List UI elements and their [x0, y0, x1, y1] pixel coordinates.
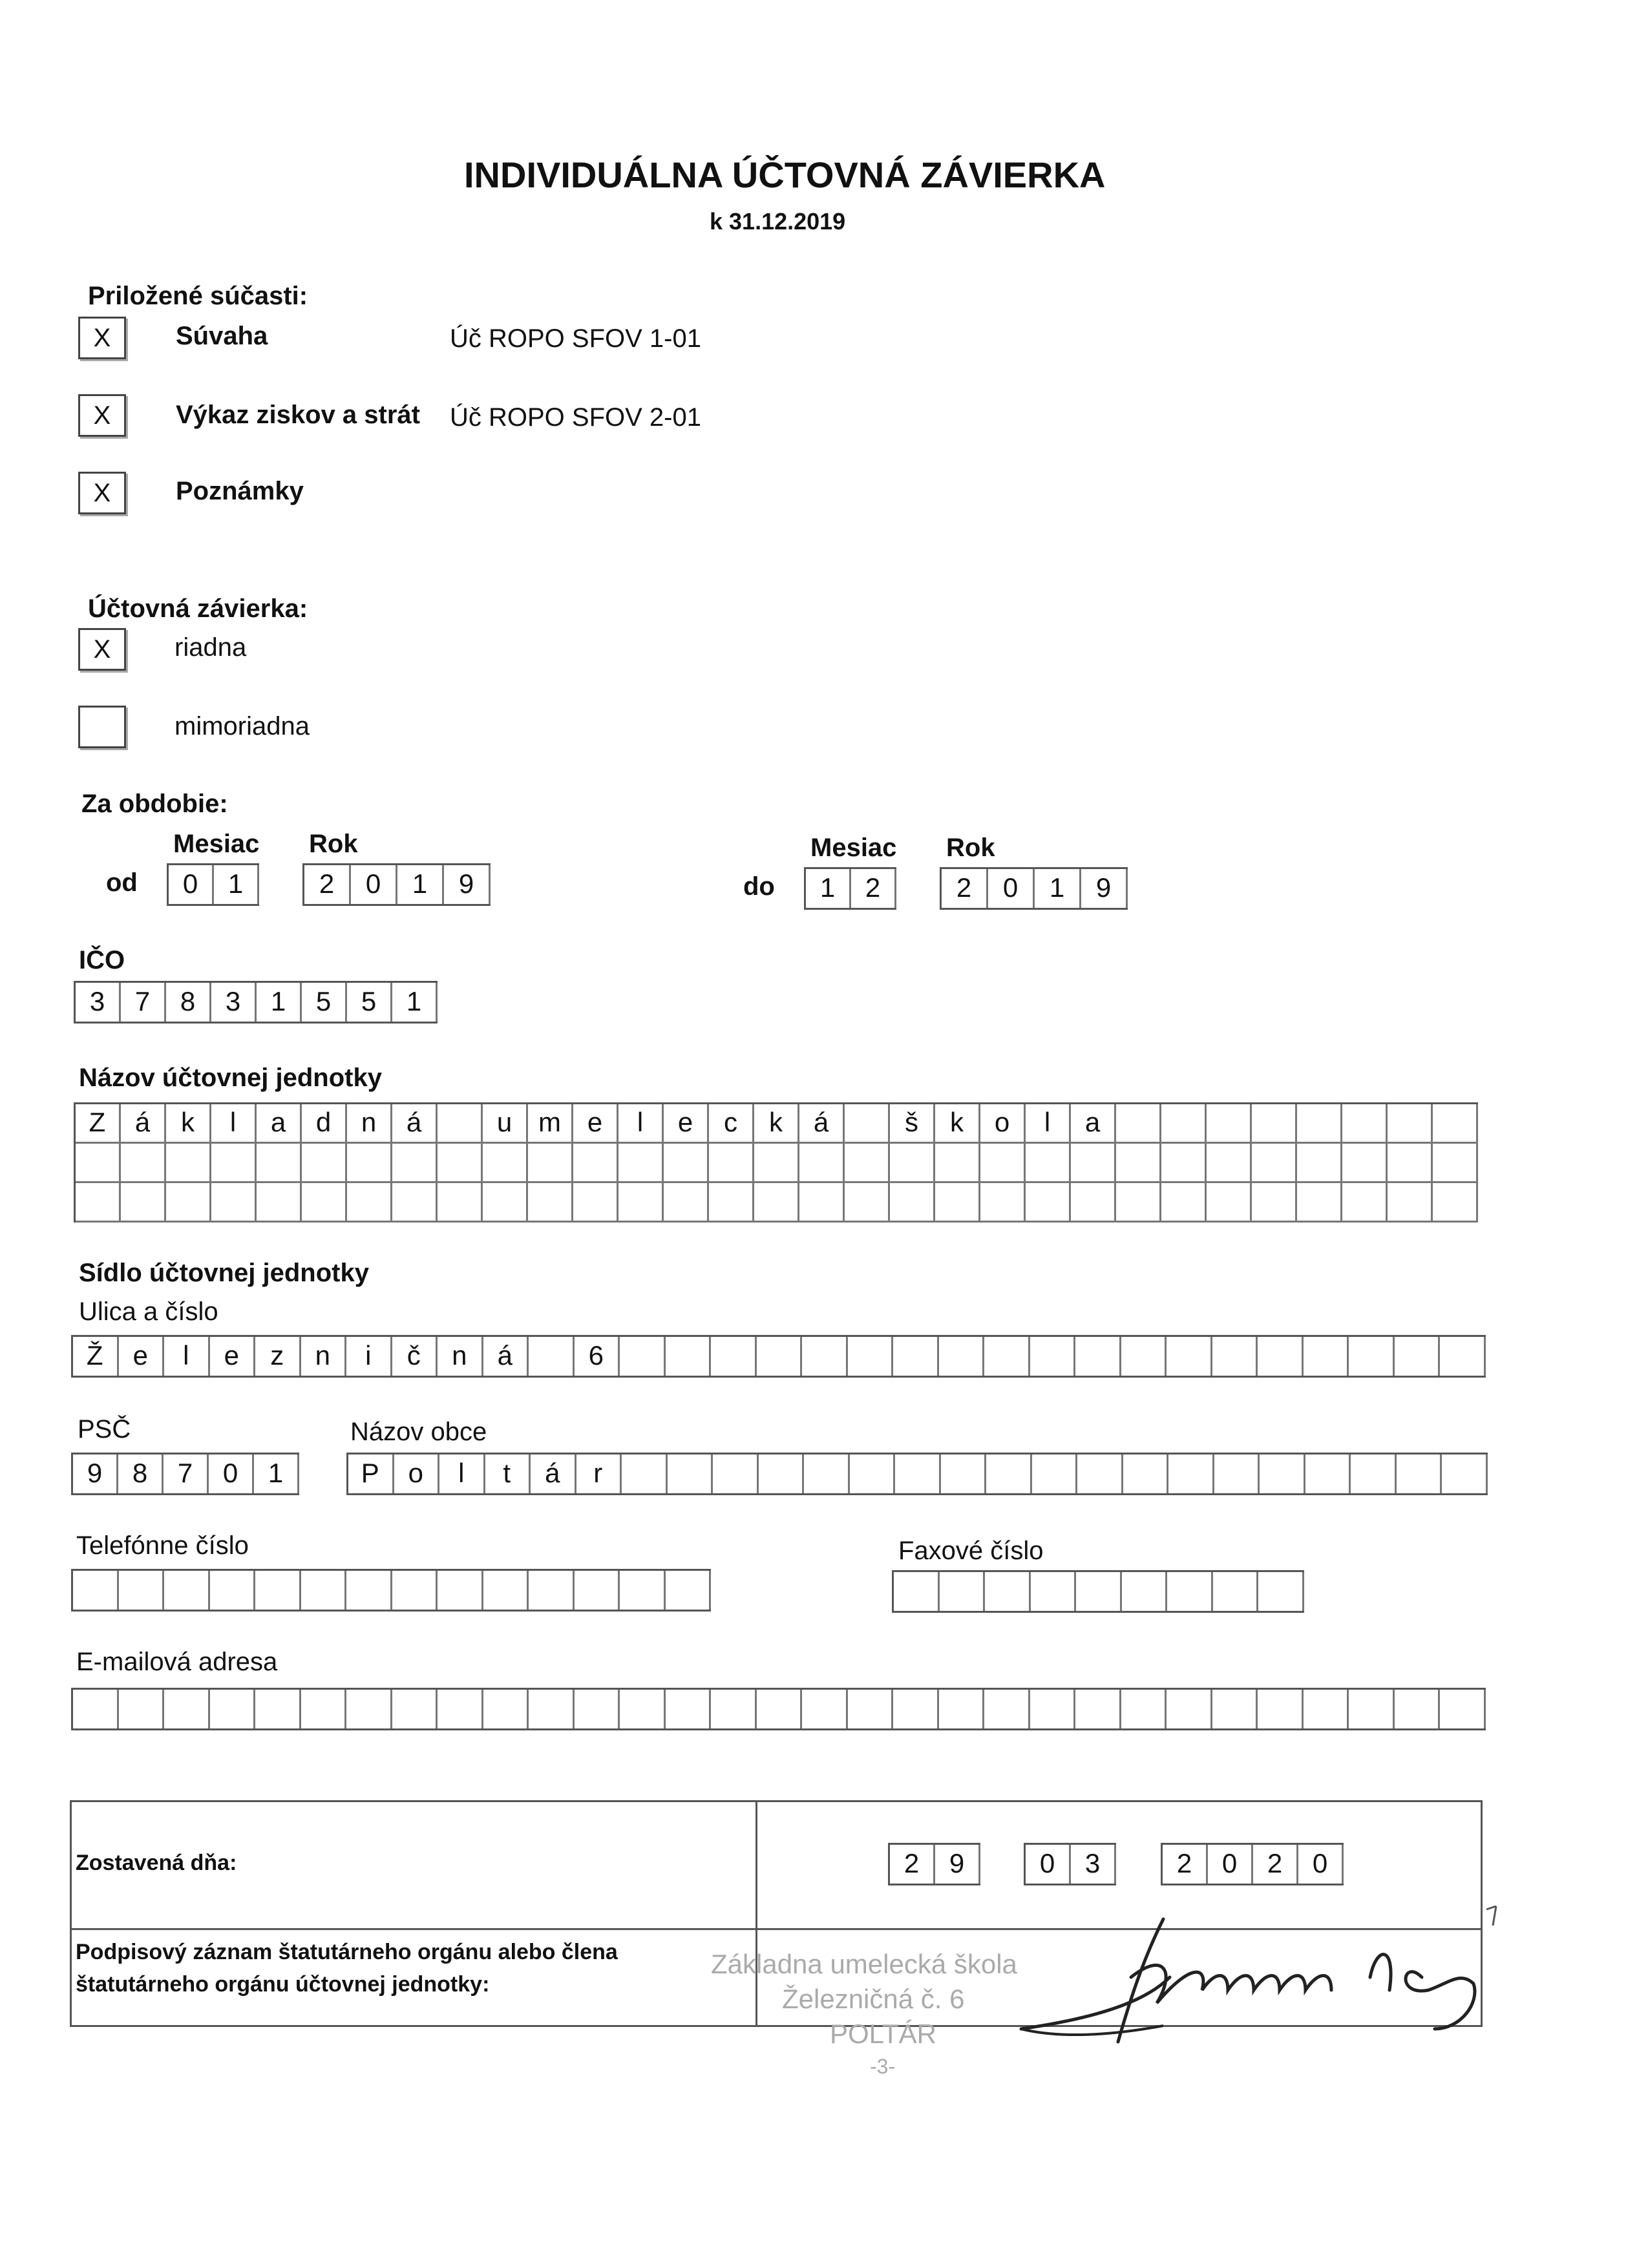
digit-cell: 1: [214, 865, 259, 904]
digit-cell: 3: [211, 983, 257, 1022]
char-cell: [1342, 1183, 1388, 1221]
regular-label: riadna: [174, 633, 247, 662]
entity-name-field[interactable]: [74, 1102, 1478, 1223]
char-cell: [483, 1144, 528, 1181]
char-cell: 0: [209, 1454, 254, 1493]
profit-loss-code: Úč ROPO SFOV 2-01: [450, 403, 701, 432]
digit-cell: 3: [76, 983, 121, 1022]
entity-name-row: [76, 1104, 1478, 1144]
char-cell: á: [121, 1104, 166, 1142]
char-cell: Ž: [73, 1337, 119, 1376]
char-cell: [940, 1572, 986, 1611]
char-cell: [119, 1690, 165, 1728]
char-cell: [1349, 1337, 1395, 1376]
char-cell: [1297, 1144, 1342, 1181]
char-cell: [1442, 1454, 1488, 1493]
char-cell: [255, 1690, 301, 1728]
digit-cell: 9: [444, 865, 491, 904]
char-cell: [211, 1183, 257, 1221]
char-cell: [483, 1690, 529, 1728]
table-divider: [755, 1802, 757, 2025]
char-cell: 1: [254, 1454, 299, 1493]
char-cell: e: [573, 1104, 618, 1142]
char-cell: [1212, 1690, 1258, 1728]
char-cell: [757, 1690, 803, 1728]
char-cell: á: [531, 1454, 576, 1493]
digit-cell: 0: [1026, 1845, 1071, 1884]
char-cell: [302, 1183, 347, 1221]
extraordinary-label: mimoriadna: [174, 712, 310, 740]
char-cell: [618, 1183, 664, 1221]
char-cell: [392, 1144, 438, 1181]
char-cell: c: [709, 1104, 754, 1142]
char-cell: [1297, 1104, 1342, 1142]
char-cell: [757, 1337, 803, 1376]
page-title: INDIVIDUÁLNA ÚČTOVNÁ ZÁVIERKA: [464, 154, 1106, 195]
char-cell: [620, 1571, 666, 1610]
char-cell: [1351, 1454, 1397, 1493]
char-cell: [438, 1690, 483, 1728]
char-cell: n: [347, 1104, 392, 1142]
char-cell: [1440, 1337, 1486, 1376]
street-field[interactable]: [71, 1335, 1486, 1378]
char-cell: [529, 1690, 575, 1728]
char-cell: [1260, 1454, 1305, 1493]
char-cell: l: [211, 1104, 257, 1142]
char-cell: [302, 1144, 347, 1181]
psc-label: PSČ: [78, 1415, 131, 1444]
char-cell: [164, 1571, 210, 1610]
char-cell: [1071, 1183, 1116, 1221]
char-cell: [799, 1144, 845, 1181]
char-cell: d: [302, 1104, 347, 1142]
from-month-field[interactable]: [167, 863, 259, 906]
char-cell: [1214, 1454, 1260, 1493]
digit-cell: 0: [1298, 1845, 1344, 1884]
char-cell: 7: [164, 1454, 209, 1493]
char-cell: [620, 1337, 666, 1376]
digit-cell: 2: [304, 865, 351, 904]
char-cell: [666, 1690, 712, 1728]
char-cell: [1252, 1144, 1297, 1181]
digit-cell: 2: [1253, 1845, 1298, 1884]
digit-cell: 1: [1035, 869, 1081, 908]
char-cell: [347, 1144, 392, 1181]
char-cell: [1395, 1337, 1441, 1376]
char-cell: [1388, 1144, 1433, 1181]
digit-cell: 7: [121, 983, 166, 1022]
char-cell: [1116, 1104, 1161, 1142]
char-cell: [709, 1144, 754, 1181]
char-cell: [211, 1144, 257, 1181]
psc-field[interactable]: [71, 1453, 299, 1495]
to-year-field[interactable]: [940, 867, 1128, 910]
char-cell: i: [346, 1337, 392, 1376]
char-cell: [1031, 1572, 1077, 1611]
char-cell: o: [394, 1454, 440, 1493]
char-cell: [759, 1454, 805, 1493]
char-cell: [1167, 1572, 1213, 1611]
char-cell: [1433, 1144, 1478, 1181]
signature-label-line2: štatutárneho orgánu účtovnej jednotky:: [76, 1972, 490, 1997]
profit-loss-checkbox[interactable]: X: [78, 394, 126, 437]
char-cell: [392, 1183, 438, 1221]
char-cell: [668, 1454, 713, 1493]
entity-name-row: [76, 1144, 1478, 1183]
char-cell: [985, 1572, 1031, 1611]
entity-name-row: [76, 1183, 1478, 1223]
char-cell: [939, 1690, 985, 1728]
stamp-line-1: Základna umelecká škola: [711, 1949, 1017, 1979]
char-cell: [166, 1144, 211, 1181]
char-cell: [119, 1571, 165, 1610]
digit-cell: 2: [1163, 1845, 1208, 1884]
char-cell: r: [576, 1454, 622, 1493]
notes-checkbox[interactable]: X: [78, 472, 126, 514]
char-cell: [257, 1144, 302, 1181]
char-cell: [1258, 1337, 1304, 1376]
char-cell: [893, 1337, 939, 1376]
char-cell: k: [754, 1104, 799, 1142]
from-year-field[interactable]: [302, 863, 491, 906]
char-cell: z: [255, 1337, 301, 1376]
char-cell: [1433, 1183, 1478, 1221]
to-year-label: Rok: [946, 834, 995, 862]
digit-cell: 0: [169, 865, 214, 904]
char-cell: [1342, 1104, 1388, 1142]
char-cell: [1032, 1454, 1078, 1493]
char-cell: [1116, 1144, 1161, 1181]
char-cell: [392, 1571, 438, 1610]
char-cell: [1168, 1454, 1214, 1493]
digit-cell: 1: [392, 983, 438, 1022]
char-cell: l: [1026, 1104, 1071, 1142]
char-cell: [529, 1337, 575, 1376]
char-cell: [620, 1690, 666, 1728]
to-label: do: [743, 872, 775, 901]
char-cell: [1207, 1104, 1252, 1142]
char-cell: 6: [575, 1337, 620, 1376]
address-heading: Sídlo účtovnej jednotky: [79, 1259, 369, 1287]
char-cell: [1388, 1183, 1433, 1221]
char-cell: a: [1071, 1104, 1116, 1142]
char-cell: [848, 1337, 894, 1376]
char-cell: [618, 1144, 664, 1181]
char-cell: e: [210, 1337, 256, 1376]
char-cell: n: [438, 1337, 483, 1376]
char-cell: [709, 1183, 754, 1221]
char-cell: [483, 1571, 529, 1610]
char-cell: [935, 1183, 980, 1221]
digit-cell: 5: [302, 983, 347, 1022]
char-cell: [1342, 1144, 1388, 1181]
char-cell: [802, 1337, 848, 1376]
char-cell: [529, 1571, 575, 1610]
char-cell: [1305, 1454, 1351, 1493]
char-cell: [895, 1454, 941, 1493]
char-cell: [1030, 1337, 1076, 1376]
char-cell: [980, 1144, 1026, 1181]
char-cell: [1026, 1183, 1071, 1221]
compiled-day-field[interactable]: [888, 1843, 980, 1885]
char-cell: š: [890, 1104, 935, 1142]
char-cell: [346, 1690, 392, 1728]
char-cell: [890, 1183, 935, 1221]
char-cell: [980, 1183, 1026, 1221]
char-cell: [848, 1690, 894, 1728]
char-cell: [1252, 1183, 1297, 1221]
char-cell: [1121, 1690, 1167, 1728]
digit-cell: 1: [806, 869, 851, 908]
regular-checkbox[interactable]: X: [78, 628, 126, 671]
char-cell: [438, 1183, 483, 1221]
email-field[interactable]: [71, 1688, 1486, 1730]
city-field[interactable]: [346, 1453, 1488, 1495]
char-cell: [845, 1104, 890, 1142]
char-cell: [1075, 1337, 1121, 1376]
digit-cell: 1: [257, 983, 302, 1022]
char-cell: [939, 1337, 985, 1376]
char-cell: [76, 1183, 121, 1221]
char-cell: [438, 1104, 483, 1142]
char-cell: [1304, 1337, 1349, 1376]
char-cell: [164, 1690, 210, 1728]
char-cell: [1121, 1337, 1167, 1376]
char-cell: á: [483, 1337, 529, 1376]
char-cell: [850, 1454, 896, 1493]
char-cell: [754, 1144, 799, 1181]
char-cell: [1116, 1183, 1161, 1221]
char-cell: [713, 1454, 759, 1493]
char-cell: l: [164, 1337, 210, 1376]
char-cell: [804, 1454, 850, 1493]
char-cell: e: [119, 1337, 165, 1376]
char-cell: [347, 1183, 392, 1221]
char-cell: á: [799, 1104, 845, 1142]
char-cell: [166, 1183, 211, 1221]
compiled-date-label: Zostavená dňa:: [76, 1851, 237, 1875]
char-cell: [1207, 1183, 1252, 1221]
char-cell: t: [485, 1454, 531, 1493]
char-cell: [1076, 1572, 1122, 1611]
char-cell: [1075, 1690, 1121, 1728]
char-cell: [1395, 1690, 1441, 1728]
char-cell: [802, 1690, 848, 1728]
stamp-line-3: POLTÁR: [830, 2019, 936, 2049]
char-cell: [984, 1337, 1030, 1376]
char-cell: o: [980, 1104, 1026, 1142]
char-cell: [935, 1144, 980, 1181]
char-cell: [73, 1571, 119, 1610]
char-cell: [1258, 1690, 1304, 1728]
char-cell: [210, 1571, 256, 1610]
char-cell: [255, 1571, 301, 1610]
char-cell: [1167, 1690, 1212, 1728]
char-cell: [622, 1454, 668, 1493]
char-cell: [575, 1690, 620, 1728]
digit-cell: 0: [988, 869, 1035, 908]
char-cell: [941, 1454, 987, 1493]
char-cell: [76, 1144, 121, 1181]
char-cell: [1026, 1144, 1071, 1181]
char-cell: á: [392, 1104, 438, 1142]
digit-cell: 1: [397, 865, 444, 904]
char-cell: [893, 1690, 939, 1728]
char-cell: [1212, 1337, 1258, 1376]
char-cell: [301, 1571, 347, 1610]
char-cell: [1077, 1454, 1123, 1493]
char-cell: [1207, 1144, 1252, 1181]
digit-cell: 8: [166, 983, 211, 1022]
char-cell: [573, 1183, 618, 1221]
char-cell: u: [483, 1104, 528, 1142]
char-cell: [1258, 1572, 1304, 1611]
char-cell: [1161, 1144, 1207, 1181]
char-cell: č: [392, 1337, 438, 1376]
char-cell: l: [439, 1454, 485, 1493]
char-cell: [1122, 1572, 1168, 1611]
fax-field[interactable]: [892, 1570, 1304, 1613]
extraordinary-checkbox[interactable]: [78, 706, 126, 748]
balance-sheet-checkbox[interactable]: X: [78, 317, 126, 359]
char-cell: k: [166, 1104, 211, 1142]
digit-cell: 3: [1071, 1845, 1116, 1884]
char-cell: n: [301, 1337, 347, 1376]
phone-field[interactable]: [71, 1569, 711, 1612]
to-month-field[interactable]: [804, 867, 896, 910]
page-number: -3-: [870, 2055, 896, 2078]
char-cell: [666, 1337, 712, 1376]
char-cell: Z: [76, 1104, 121, 1142]
digit-cell: 2: [942, 869, 988, 908]
digit-cell: 9: [1081, 869, 1128, 908]
balance-sheet-label: Súvaha: [176, 322, 268, 350]
notes-label: Poznámky: [176, 477, 304, 505]
report-date: k 31.12.2019: [710, 208, 846, 235]
char-cell: [799, 1183, 845, 1221]
from-month-label: Mesiac: [173, 830, 260, 858]
char-cell: [1030, 1690, 1076, 1728]
char-cell: [392, 1690, 438, 1728]
char-cell: [711, 1337, 757, 1376]
to-month-label: Mesiac: [810, 834, 897, 862]
digit-cell: 9: [935, 1845, 980, 1884]
char-cell: e: [664, 1104, 709, 1142]
profit-loss-label: Výkaz ziskov a strát: [176, 401, 420, 429]
char-cell: l: [618, 1104, 664, 1142]
char-cell: [438, 1144, 483, 1181]
char-cell: a: [257, 1104, 302, 1142]
char-cell: [210, 1690, 256, 1728]
char-cell: [1161, 1104, 1207, 1142]
char-cell: [121, 1144, 166, 1181]
char-cell: [1440, 1690, 1486, 1728]
signature-label-line1: Podpisový záznam štatutárneho orgánu alebo člena: [76, 1940, 618, 1964]
char-cell: [666, 1571, 712, 1610]
char-cell: [301, 1690, 347, 1728]
char-cell: [754, 1183, 799, 1221]
attachments-heading: Priložené súčasti:: [88, 282, 308, 310]
char-cell: [573, 1144, 618, 1181]
char-cell: k: [935, 1104, 980, 1142]
char-cell: [845, 1183, 890, 1221]
char-cell: [1213, 1572, 1259, 1611]
char-cell: [1433, 1104, 1478, 1142]
from-year-label: Rok: [309, 830, 358, 858]
digit-cell: 5: [347, 983, 392, 1022]
compiled-month-field[interactable]: [1024, 1843, 1116, 1885]
char-cell: [894, 1572, 940, 1611]
char-cell: [257, 1183, 302, 1221]
char-cell: [121, 1183, 166, 1221]
char-cell: P: [348, 1454, 394, 1493]
char-cell: [664, 1183, 709, 1221]
char-cell: [575, 1571, 620, 1610]
email-label: E-mailová adresa: [76, 1648, 278, 1676]
char-cell: [986, 1454, 1032, 1493]
char-cell: m: [528, 1104, 573, 1142]
char-cell: [1252, 1104, 1297, 1142]
digit-cell: 0: [1208, 1845, 1253, 1884]
char-cell: [890, 1144, 935, 1181]
char-cell: [528, 1183, 573, 1221]
char-cell: [346, 1571, 392, 1610]
compiled-year-field[interactable]: [1161, 1843, 1344, 1885]
digit-cell: 0: [351, 865, 397, 904]
char-cell: [528, 1144, 573, 1181]
phone-label: Telefónne číslo: [76, 1531, 249, 1560]
char-cell: [984, 1690, 1030, 1728]
digit-cell: 2: [851, 869, 896, 908]
street-label: Ulica a číslo: [79, 1297, 218, 1326]
char-cell: [438, 1571, 483, 1610]
period-heading: Za obdobie:: [81, 790, 228, 818]
char-cell: [1397, 1454, 1442, 1493]
entity-name-label: Názov účtovnej jednotky: [79, 1064, 382, 1092]
city-label: Názov obce: [350, 1418, 487, 1446]
char-cell: 8: [118, 1454, 164, 1493]
char-cell: [73, 1690, 119, 1728]
char-cell: [1123, 1454, 1169, 1493]
signature-image: [982, 1900, 1512, 2055]
char-cell: 9: [73, 1454, 118, 1493]
closing-heading: Účtovná závierka:: [88, 594, 308, 623]
ico-field[interactable]: [74, 981, 438, 1024]
char-cell: [845, 1144, 890, 1181]
char-cell: [664, 1144, 709, 1181]
char-cell: [711, 1690, 757, 1728]
balance-sheet-code: Úč ROPO SFOV 1-01: [450, 324, 701, 353]
fax-label: Faxové číslo: [898, 1537, 1044, 1565]
char-cell: [1297, 1183, 1342, 1221]
digit-cell: 2: [890, 1845, 935, 1884]
char-cell: [1161, 1183, 1207, 1221]
stamp-line-2: Železničná č. 6: [782, 1984, 965, 2014]
char-cell: [1349, 1690, 1395, 1728]
from-label: od: [106, 868, 138, 897]
char-cell: [1071, 1144, 1116, 1181]
char-cell: [1304, 1690, 1349, 1728]
char-cell: [1388, 1104, 1433, 1142]
ico-label: IČO: [79, 946, 125, 974]
char-cell: [1167, 1337, 1212, 1376]
char-cell: [483, 1183, 528, 1221]
